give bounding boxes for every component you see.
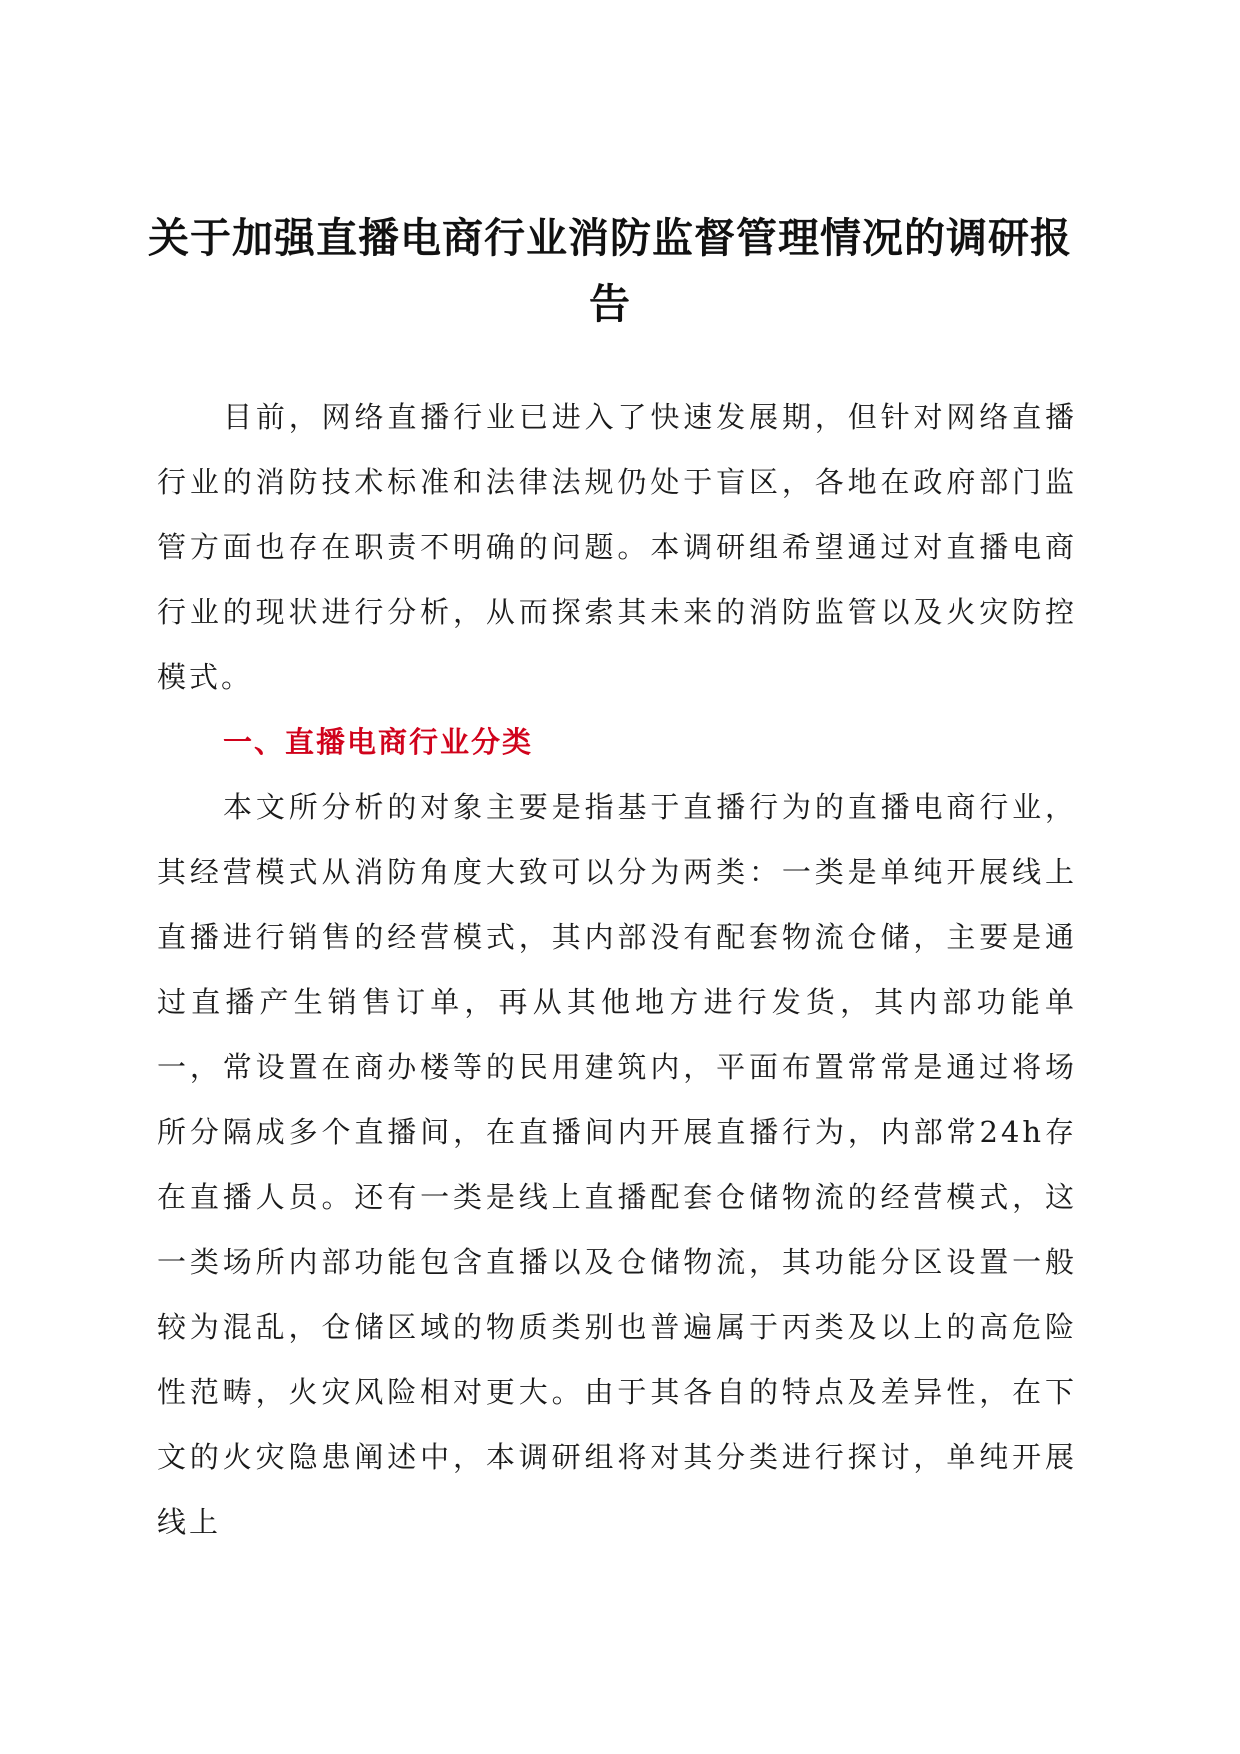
document-body — [157, 385, 1077, 1555]
intro-paragraph: 目前，网络直播行业已进入了快速发展期，但针对网络直播行业的消防技术标准和法律法规仍处于盲区，各地在政府部门监管方面也存在职责不明确的问题。本调研组希望通过对直播电商行业的现状进行分析，从而探索其未来的消防监管以及火灾防控模式。 — [157, 400, 1077, 694]
section-paragraph: 本文所分析的对象主要是指基于直播行为的直播电商行业，其经营模式从消防角度大致可以分为两类：一类是单纯开展线上直播进行销售的经营模式，其内部没有配套物流仓储，主要是通过直播产生销售订单，再从其他地方进行发货，其内部功能单一，常设置在商办楼等的民用建筑内，平面布置常常是通过将场所分隔成多个直播间，在直播间内开展直播行为，内部常24h存在直播人员。还有一类是线上直播配套仓储物流的经营模式，这一类场所内部功能包含直播以及仓储物流，其功能分区设置一般较为混乱，仓储区域的物质类别也普遍属于丙类及以上的高危险性范畴，火灾风险相对更大。由于其各自的特点及差异性，在下文的火灾隐患阐述中，本调研组将对其分类进行探讨，单纯开展线上 — [157, 790, 1077, 1539]
document-title: 关于加强直播电商行业消防监督管理情况的调研报告 — [148, 214, 1072, 328]
section-heading: 一、直播电商行业分类 — [223, 725, 534, 759]
